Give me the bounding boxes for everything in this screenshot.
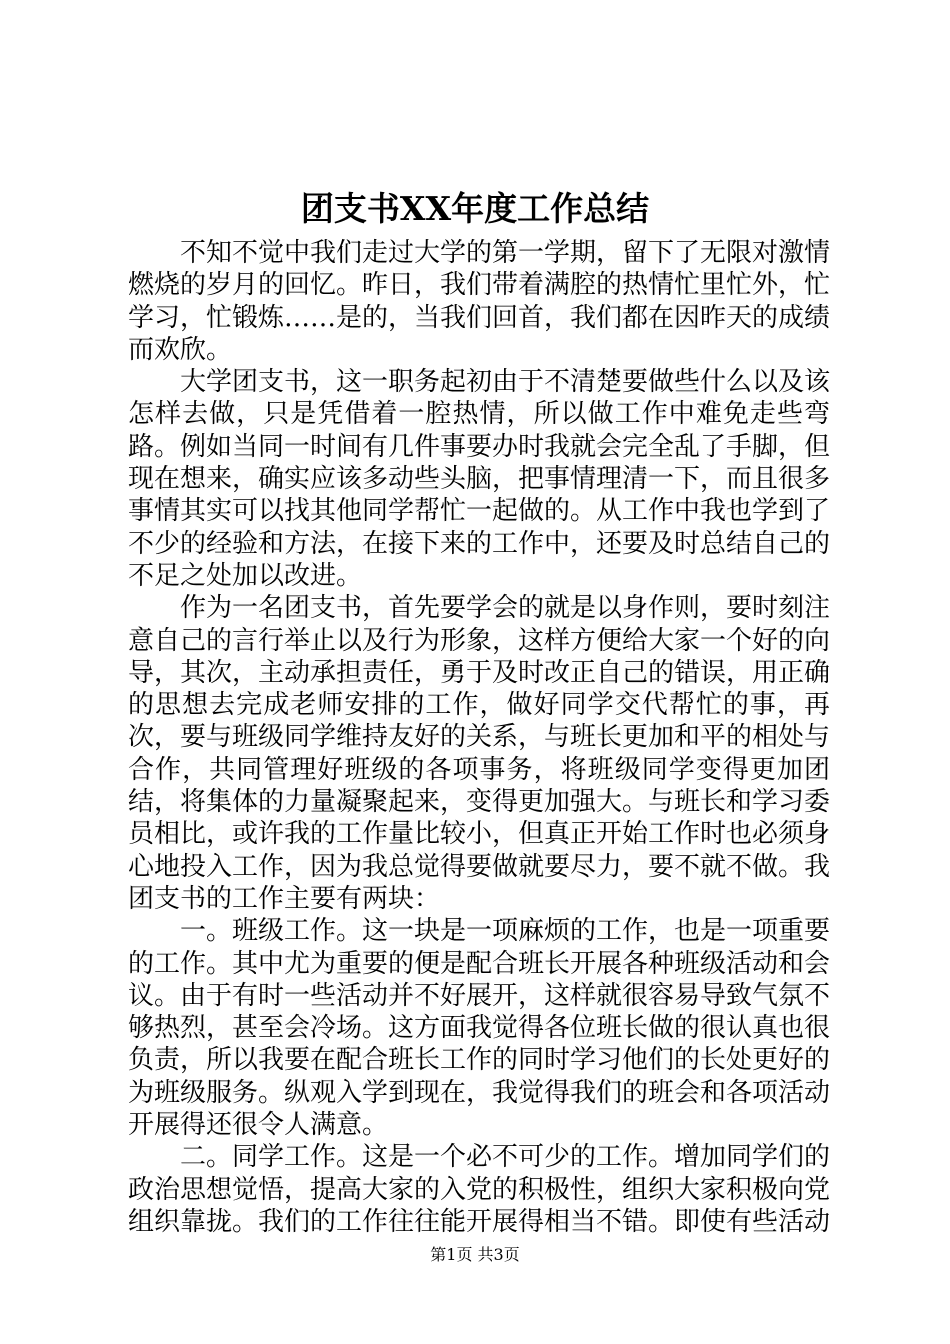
paragraph-3: 作为一名团支书，首先要学会的就是以身作则，要时刻注意自己的言行举止以及行为形象，这样方便给大家一个好的向导，其次，主动承担责任，勇于及时改正自己的错误，用正确的思想去完成老师安排的工作，做好同学交代帮忙的事，再次，要与班级同学维持友好的关系，与班长更加和平的相处与合作，共同管理好班级的各项事务，将班级同学变得更加团结，将集体的力量凝聚起来，变得更加强大。与班长和学习委员相比，或许我的工作量比较小，但真正开始工作时也必须身心地投入工作，因为我总觉得要做就要尽力，要不就不做。我团支书的工作主要有两块： — [128, 593, 831, 914]
paragraph-5: 二。同学工作。这是一个必不可少的工作。增加同学们的政治思想觉悟，提高大家的入党的积极性，组织大家积极向党组织靠拢。我们的工作往往能开展得相当不错。即使有些活动 — [128, 1142, 831, 1237]
paragraph-1: 不知不觉中我们走过大学的第一学期，留下了无限对激情燃烧的岁月的回忆。昨日，我们带着满腔的热情忙里忙外，忙学习，忙锻炼……是的，当我们回首，我们都在因昨天的成绩而欢欣。 — [128, 238, 831, 365]
document-title: 团支书XX年度工作总结 — [300, 189, 650, 228]
paragraph-2: 大学团支书，这一职务起初由于不清楚要做些什么以及该怎样去做，只是凭借着一腔热情，所以做工作中难免走些弯路。例如当同一时间有几件事要办时我就会完全乱了手脚，但现在想来，确实应该多动些头脑，把事情理清一下，而且很多事情其实可以找其他同学帮忙一起做的。从工作中我也学到了不少的经验和方法，在接下来的工作中，还要及时总结自己的不足之处加以改进。 — [128, 367, 831, 591]
page-number-footer: 第1页 共3页 — [430, 1245, 520, 1264]
paragraph-4: 一。班级工作。这一块是一项麻烦的工作，也是一项重要的工作。其中尤为重要的便是配合班长开展各种班级活动和会议。由于有时一些活动并不好展开，这样就很容易导致气氛不够热烈，甚至会冷场。这方面我觉得各位班长做的很认真也很负责，所以我要在配合班长工作的同时学习他们的长处更好的为班级服务。纵观入学到现在，我觉得我们的班会和各项活动开展得还很令人满意。 — [128, 916, 831, 1141]
document-body — [128, 237, 830, 1238]
